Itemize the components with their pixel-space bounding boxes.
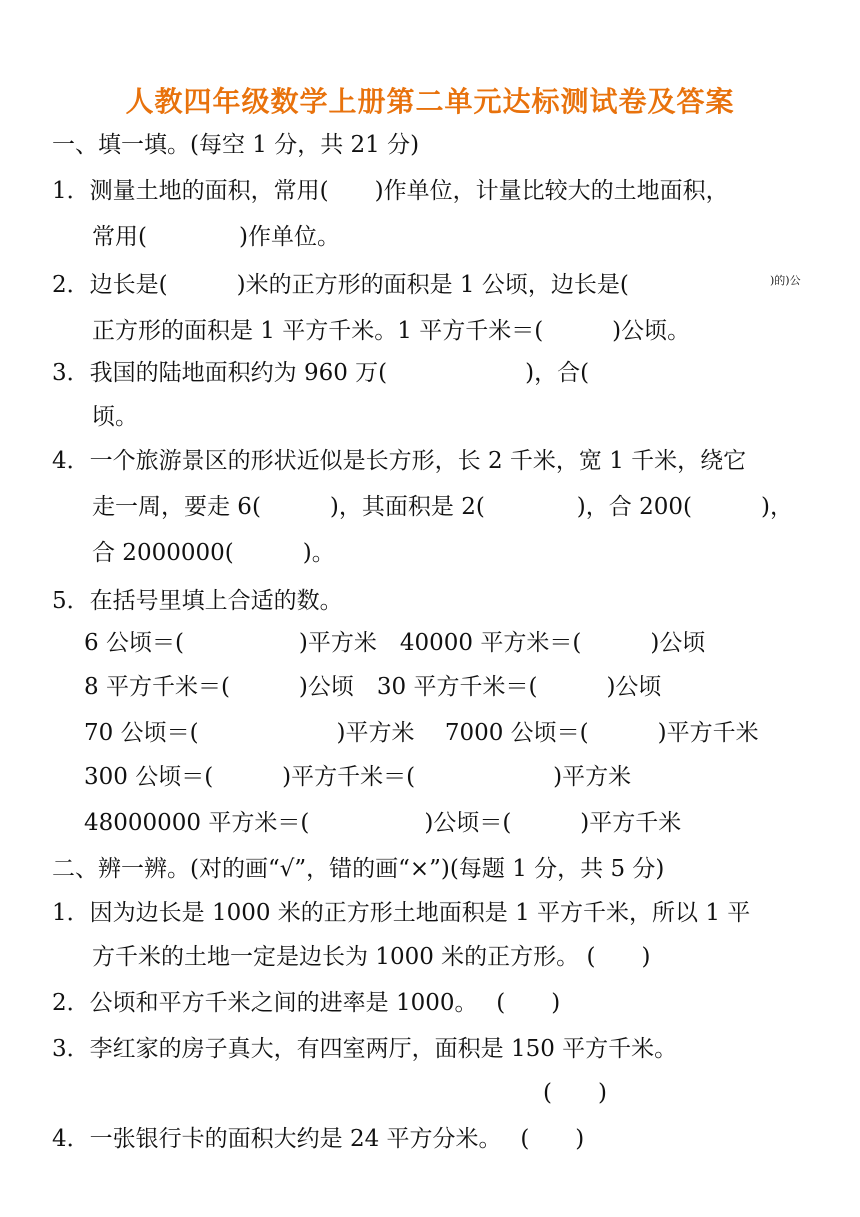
section1-heading: 一、填一填。(每空 1 分，共 21 分) — [52, 132, 420, 158]
q2-line2: 正方形的面积是 1 平方千米。1 平方千米＝( )公顷。 — [92, 318, 691, 344]
q2-overflow-text: )的)公 — [770, 274, 801, 287]
q5-row: 70 公顷＝( )平方米 7000 公顷＝( )平方千米 — [84, 720, 759, 746]
q4-line3: 合 2000000( )。 — [92, 540, 335, 566]
s2-q1-line1: 1．因为边长是 1000 米的正方形土地面积是 1 平方千米，所以 1 平 — [52, 900, 751, 926]
q5-row: 6 公顷＝( )平方米 40000 平方米＝( )公顷 — [84, 630, 706, 656]
q3-line2: 顷。 — [92, 404, 138, 430]
q1-line2: 常用( )作单位。 — [92, 224, 340, 250]
q4-line1: 4．一个旅游景区的形状近似是长方形，长 2 千米，宽 1 千米，绕它 — [52, 448, 747, 474]
q2-line1: 2．边长是( )米的正方形的面积是 1 公顷，边长是( — [52, 272, 629, 298]
q4-line2: 走一周，要走 6( )，其面积是 2( )，合 200( )， — [92, 494, 793, 520]
q5-row: 300 公顷＝( )平方千米＝( )平方米 — [84, 764, 632, 790]
s2-q3-answer-blank: ( ) — [543, 1080, 607, 1106]
s2-q2: 2．公顷和平方千米之间的进率是 1000。 ( ) — [52, 990, 561, 1016]
section2-heading: 二、辨一辨。(对的画“√”，错的画“×”)(每题 1 分，共 5 分) — [52, 856, 665, 882]
s2-q3-line1: 3．李红家的房子真大，有四室两厅，面积是 150 平方千米。 — [52, 1036, 678, 1062]
s2-q4: 4．一张银行卡的面积大约是 24 平方分米。 ( ) — [52, 1126, 585, 1152]
q3-line1: 3．我国的陆地面积约为 960 万( )，合( — [52, 360, 590, 386]
q5-row: 8 平方千米＝( )公顷 30 平方千米＝( )公顷 — [84, 674, 662, 700]
q5-prompt: 5．在括号里填上合适的数。 — [52, 588, 343, 614]
s2-q1-line2: 方千米的土地一定是边长为 1000 米的正方形。 ( ) — [92, 944, 651, 970]
q1-line1: 1．测量土地的面积，常用( )作单位，计量比较大的土地面积， — [52, 178, 729, 204]
q5-row: 48000000 平方米＝( )公顷＝( )平方千米 — [84, 810, 682, 836]
page-title: 人教四年级数学上册第二单元达标测试卷及答案 — [125, 85, 735, 118]
